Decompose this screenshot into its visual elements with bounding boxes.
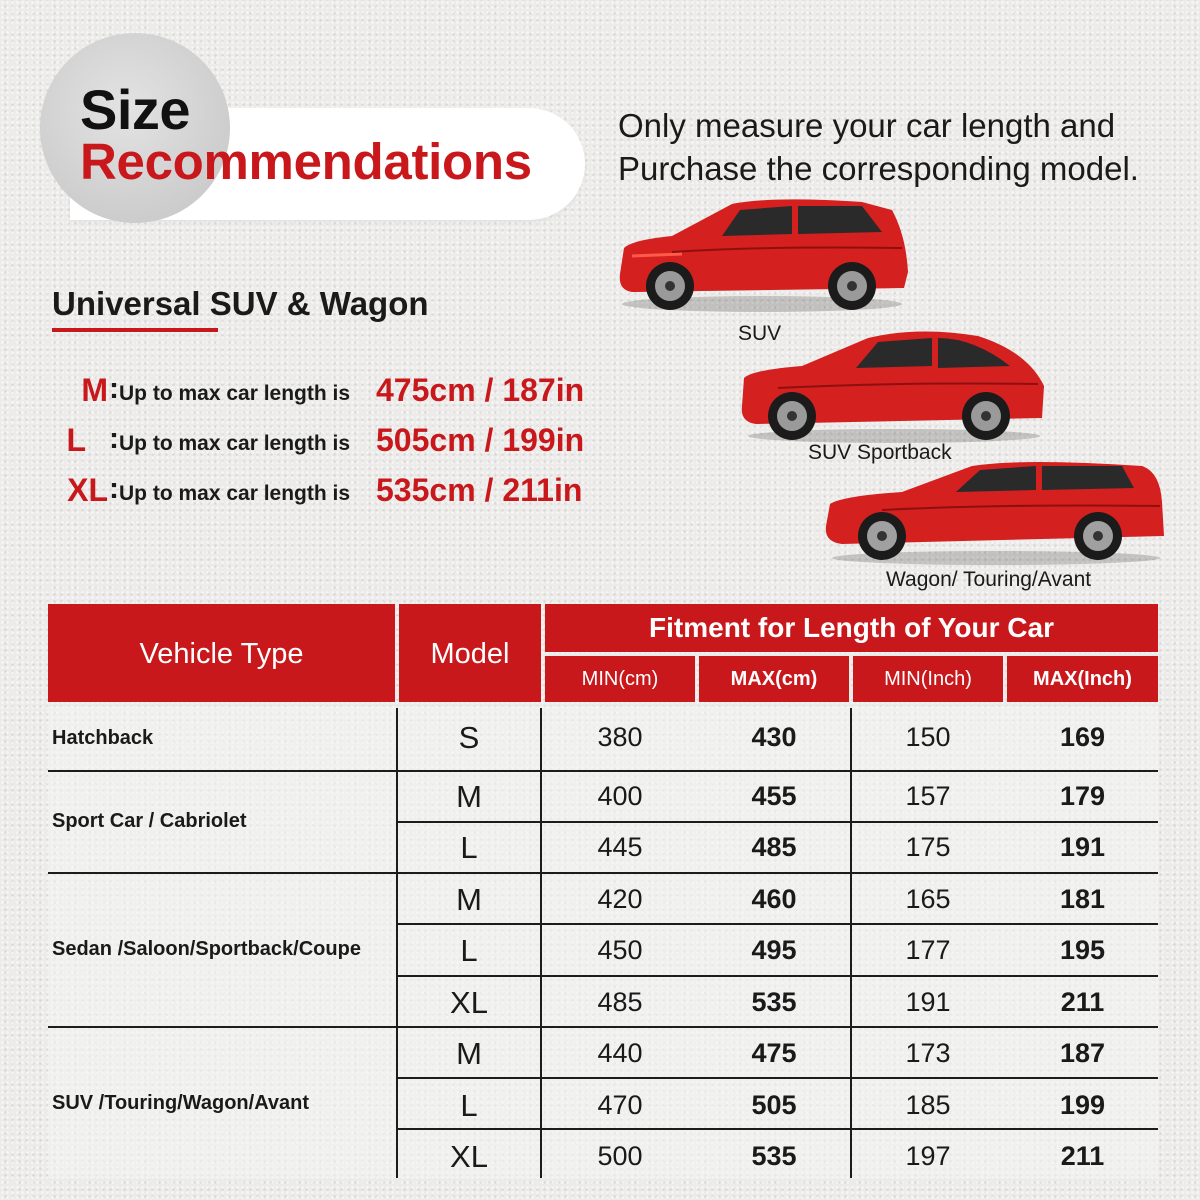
section-underline <box>52 328 218 332</box>
min-cm-cell: 420 <box>597 884 643 914</box>
size-value: 505cm / 199in <box>376 422 585 458</box>
title-size: Size <box>80 78 191 141</box>
max-inch-cell: 211 <box>1060 987 1105 1017</box>
header-model: Model <box>430 638 510 670</box>
table-row-divider <box>396 923 1158 925</box>
size-colon: : <box>109 422 119 455</box>
model-cell: M <box>456 779 482 814</box>
max-cm-cell: 460 <box>751 884 797 914</box>
max-cm-cell: 535 <box>751 1141 797 1171</box>
size-description: Up to max car length is <box>119 382 351 405</box>
size-table <box>48 604 1158 1178</box>
table-row-divider <box>396 975 1158 977</box>
car-label-suv: SUV <box>738 322 782 345</box>
max-cm-cell: 485 <box>751 832 797 862</box>
min-inch-cell: 150 <box>905 722 951 752</box>
table-group-divider <box>48 872 1158 874</box>
table-row-divider <box>396 821 1158 823</box>
max-inch-cell: 187 <box>1059 1038 1106 1068</box>
max-inch-cell: 191 <box>1059 832 1106 862</box>
max-cm-cell: 475 <box>751 1038 797 1068</box>
instruction-line-2: Purchase the corresponding model. <box>618 150 1139 187</box>
vehicle-type-suv: SUV /Touring/Wagon/Avant <box>52 1092 310 1114</box>
min-inch-cell: 175 <box>905 832 951 862</box>
model-cell: L <box>460 1088 478 1123</box>
max-inch-cell: 199 <box>1059 1090 1106 1120</box>
min-cm-cell: 485 <box>597 987 643 1017</box>
min-cm-cell: 440 <box>597 1038 643 1068</box>
min-inch-cell: 185 <box>905 1090 951 1120</box>
suv-car-image <box>612 196 914 314</box>
table-row-divider <box>396 1128 1158 1130</box>
size-code: XL <box>67 472 108 508</box>
size-colon: : <box>109 372 119 405</box>
vehicle-type-hatchback: Hatchback <box>52 727 154 749</box>
model-cell: L <box>460 933 478 968</box>
max-cm-cell: 455 <box>751 781 797 811</box>
max-cm-cell: 430 <box>751 722 797 752</box>
min-inch-cell: 157 <box>905 781 951 811</box>
car-label-wagon: Wagon/ Touring/Avant <box>886 568 1092 591</box>
model-cell: XL <box>450 1139 488 1174</box>
min-cm-cell: 470 <box>597 1090 643 1120</box>
min-cm-cell: 380 <box>597 722 643 752</box>
instruction-line-1: Only measure your car length and <box>618 107 1116 144</box>
model-cell: L <box>460 830 478 865</box>
instruction-text <box>618 104 1139 190</box>
table-group-divider <box>48 1026 1158 1028</box>
model-cell: M <box>456 1036 482 1071</box>
wagon-car-image <box>822 452 1170 566</box>
max-cm-cell: 495 <box>751 935 797 965</box>
model-cell: M <box>456 882 482 917</box>
min-cm-cell: 500 <box>597 1141 643 1171</box>
max-cm-cell: 535 <box>751 987 797 1017</box>
car-label-suv-sportback: SUV Sportback <box>808 441 952 464</box>
table-group-divider <box>48 770 1158 772</box>
max-inch-cell: 211 <box>1060 1141 1105 1171</box>
max-inch-cell: 181 <box>1059 884 1106 914</box>
size-value: 475cm / 187in <box>376 372 585 408</box>
min-inch-cell: 173 <box>905 1038 951 1068</box>
size-code: L <box>66 422 86 458</box>
min-cm-cell: 450 <box>597 935 643 965</box>
size-description: Up to max car length is <box>119 432 351 455</box>
size-value: 535cm / 211in <box>376 472 583 508</box>
max-inch-cell: 179 <box>1059 781 1106 811</box>
min-inch-cell: 197 <box>905 1141 951 1171</box>
header-vehicle-type: Vehicle Type <box>139 638 304 670</box>
header-max-inch: MAX(Inch) <box>1033 668 1132 690</box>
suv-sportback-car-image <box>738 326 1050 444</box>
model-cell: S <box>458 720 480 755</box>
vehicle-type-sedan: Sedan /Saloon/Sportback/Coupe <box>52 938 361 960</box>
min-cm-cell: 445 <box>597 832 643 862</box>
model-cell: XL <box>450 985 488 1020</box>
max-cm-cell: 505 <box>751 1090 797 1120</box>
max-inch-cell: 195 <box>1059 935 1106 965</box>
header-min-cm: MIN(cm) <box>581 668 659 690</box>
title-recommendations: Recommendations <box>80 133 532 190</box>
max-inch-cell: 169 <box>1059 722 1106 752</box>
min-inch-cell: 165 <box>905 884 951 914</box>
size-description: Up to max car length is <box>119 482 351 505</box>
min-cm-cell: 400 <box>597 781 643 811</box>
section-heading: Universal SUV & Wagon <box>52 285 429 322</box>
size-code: M <box>81 372 108 408</box>
table-divider <box>850 708 852 1178</box>
header-fitment: Fitment for Length of Your Car <box>649 612 1054 643</box>
table-divider <box>540 708 542 1178</box>
header-min-inch: MIN(Inch) <box>884 668 972 690</box>
table-row-divider <box>396 1077 1158 1079</box>
size-colon: : <box>109 472 119 505</box>
min-inch-cell: 191 <box>905 987 951 1017</box>
header-max-cm: MAX(cm) <box>730 668 818 690</box>
min-inch-cell: 177 <box>905 935 951 965</box>
vehicle-type-sport-car: Sport Car / Cabriolet <box>52 810 247 832</box>
